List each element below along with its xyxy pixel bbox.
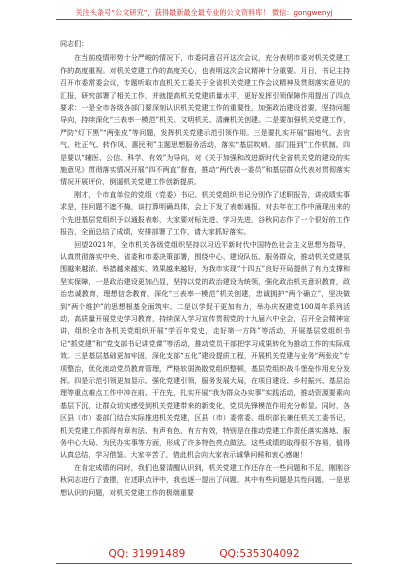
paragraph-2: 刚才，个市直单位的党组（党委）书记、机关党组织书记分别作了述职报告，讲成绩实事求是，挂问题不遮不掩，谈打算明确具体，会上下发了表彰通报，对去年在工作中涌现出来的个先进基层党组织予以通报表彰，大家要对标先进、学习先进，谷秋同志作了一个很好的工作报告，全面总结了成绩，安排部署了工作，请大家抓好落实。: [60, 189, 350, 237]
header-banner: 关注头条号“公文研究”，获得最新最全最专业的公文资料库！ 微信：gongwenyj: [75, 8, 333, 17]
footer-contact: [0, 548, 408, 561]
greeting: 同志们：: [60, 39, 89, 48]
footer-divider: [56, 563, 352, 564]
header-divider: [56, 19, 352, 20]
paragraph-1: 在当前疫情形势十分严峻的情况下，市委同意召开这次会议，充分表明市委对机关党建工作的高度重视。对机关党建工作的高度关心，也表明这次会议精神十分重要。月日，书记主持召开市委常委会议，专题听取市直机关工委关于全省机关党建工作会议精神及贯彻落实意见的汇报，研究部署了相关工作，并就提高机关党建质量水平，更好发挥引领保障作用提出了四点要求：一是全市各级各部门要深刻认识机关党建工作的重要性，加强政治建设首要，坚持问题导向，持续深化“三表率一模范”机关、文明机关、清廉机关创建。二是要加强机关党建工作，严防“灯下黑”“两张皮”等问题，发挥机关党建示范引领作用。三是要扎实开展“掘地气、去官气、杜正气、转作风、惠民利”主题思想服务活动，落实“基层吹哨、部门报到”工作机制。四是要以“辅医、公信、科学、有效”为导向，对《关于加强和改进新时代全省机关党的建设的实施意见》贯彻落实情况开展“四不两直”督查，推动“两代表一委员”和基层群众代表对贯彻落实情况开展评价，倒逼机关党建工作创新提质。: [60, 53, 350, 187]
paragraph-3: 回望2021年，全市机关各级党组织坚持以习近平新时代中国特色社会主义思想为指导，认真贯彻落实中央、省委和市委决策部署，围绕中心、建设队伍、服务群众，推动机关党建氛围越来越浓、举措越来越实、效果越来越好，为我市实现“十四五”良好开局提供了有力支撑和坚实保障，一是政治建设更加凸显，坚持以党的政治建设为统领，强化政治机关意识教育，政治忠诚教育，理想信念教育，深化“三表率一模范”机关创建，忠诚拥护“两个确立”，坚决做到“两个维护”的思想根基全面筑牢。二是以学促干更加有力，举办庆祝建党100周年系列活动，高质量开展党史学习教育，持续深入学习宣传贯彻党的十九届六中全会，召开全会精神宣讲，组织全市各机关党组织开展“学百年党史，走好第一方阵”等活动，开展基层党组织书记“抓党建”和“党支部书记讲党课”等活动，推动党员干部把学习成果转化为推动工作的实际成效。三是基层基础更加牢固，深化支部“五化”建设提质工程，开展机关党建与业务“两张皮”专项整治，优化流动党员教育管理，严格软弱涣散党组织整顿，基层党组织战斗堡垒作用充分发挥。四是示范引领更加显示。强化党建引领，服务发展大局，在项目建设、乡村振兴、基层治理等重点难点工作中冲在前、干在先，扎实开展“我为群众办实事”实践活动，推动资源要素向基层下沉，让群众切实感受到机关党建带来的新变化，党员先锋模范作用充分彰显。同时，各区县（市）委部门结合实际推进机关党建，区县（市）委常委、组织部长兼任机关工委书记，机关党建工作抓得有章有法、有声有色、有方有效，特别是在推动党建工作责任落实落地、服务中心大局、为民办实事等方面，形成了许多特色亮点做法。这些成绩的取得很不容易，值得认真总结，学习借鉴。大家辛苦了，借此机会向大家表示诚挚问候和衷心感谢！: [60, 239, 350, 460]
qq-contact-2: QQ:535304092: [219, 548, 300, 560]
document-body: [60, 38, 350, 499]
qq-contact: QQ: 31991489: [108, 548, 186, 560]
paragraph-4: 在肯定成绩的同时，我们也要清醒认识到，机关党建工作还存在一些问题和不足，刚刚谷秋同志进行了查摆，在述职点评中，我也逐一提出了问题，其中有些问题是共性问题，一是思想认识的问题，对机关党建工作的极端重要: [60, 462, 350, 497]
